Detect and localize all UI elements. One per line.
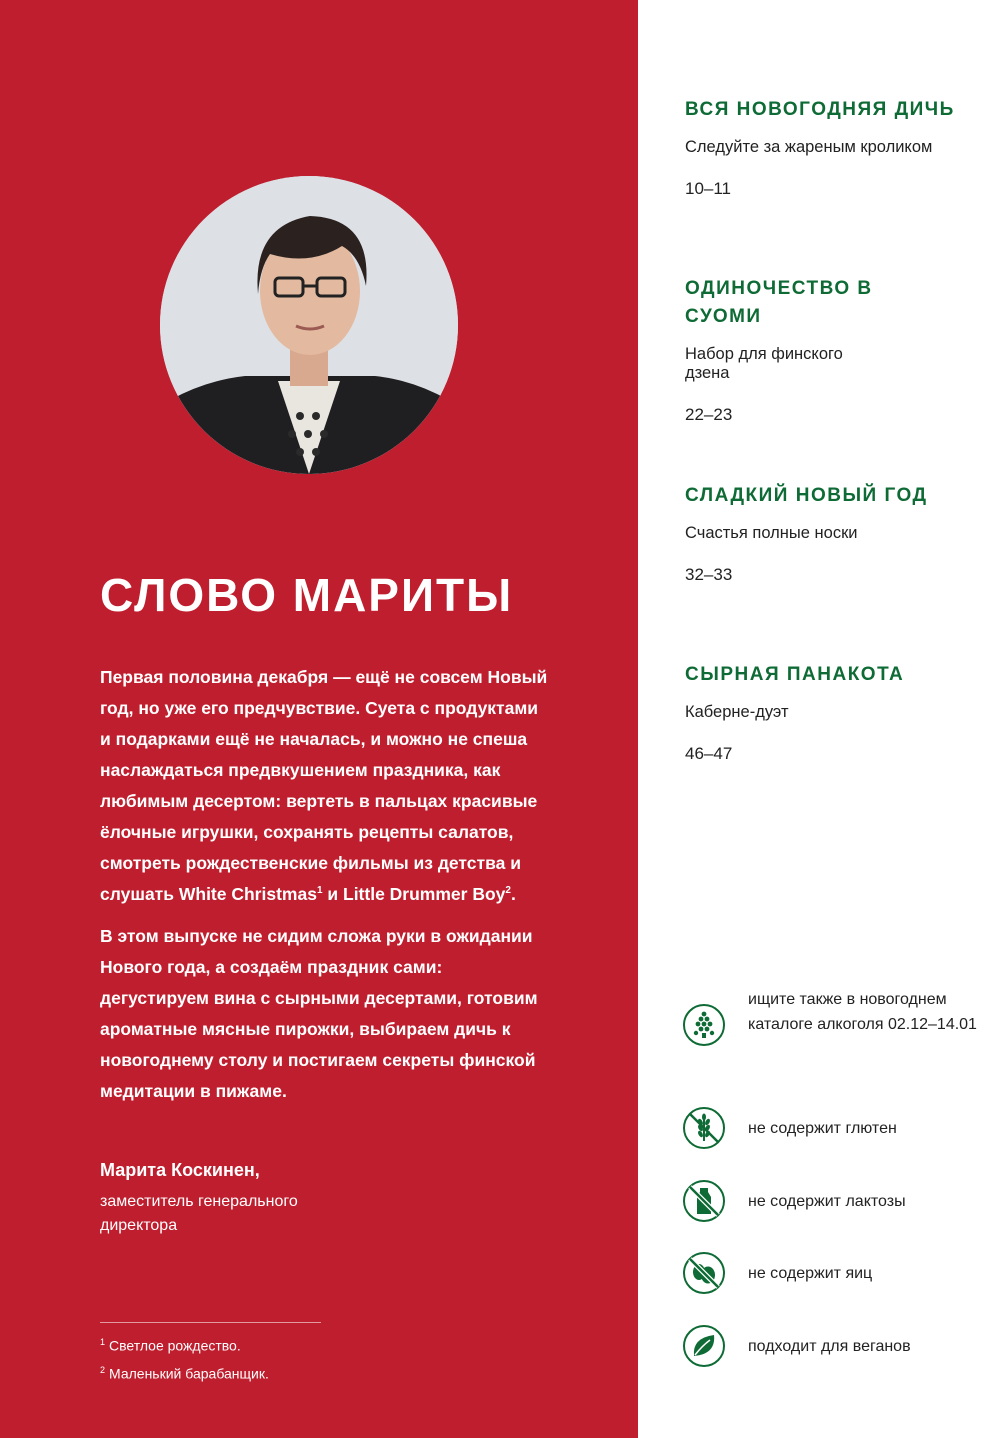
legend-item (682, 1106, 992, 1154)
legend-item (682, 1251, 992, 1299)
footnote-divider (100, 1322, 321, 1323)
christmas-tree-icon (682, 1003, 726, 1047)
page-title: СЛОВО МАРИТЫ (100, 569, 514, 621)
toc-subtitle: Счастья полные носки (685, 524, 858, 542)
author-portrait (160, 176, 458, 474)
no-gluten-icon (682, 1106, 726, 1150)
toc-title: СЫРНАЯ ПАНАКОТА (685, 664, 905, 685)
legend-text: не содержит лактозы (748, 1193, 906, 1210)
toc-title: ВСЯ НОВОГОДНЯЯ ДИЧЬ (685, 99, 955, 120)
legend-item (682, 1179, 992, 1227)
signature-name: Марита Коскинен, (100, 1160, 260, 1180)
legend-text: подходит для веганов (748, 1338, 911, 1355)
toc-entry[interactable] (685, 275, 875, 425)
legend-text: ищите также в новогоднем каталоге алкоголя 02.12–14.01 (748, 991, 977, 1033)
intro-body (100, 662, 552, 1118)
toc-title: СЛАДКИЙ НОВЫЙ ГОД (685, 485, 928, 506)
toc-pages: 10–11 (685, 179, 732, 198)
toc-pages: 46–47 (685, 744, 733, 763)
contents-panel (638, 0, 1000, 1438)
legend-item (682, 1324, 992, 1372)
toc-entry[interactable] (685, 482, 985, 585)
legend-item (682, 991, 992, 1063)
toc-pages: 32–33 (685, 565, 733, 584)
legend-text: не содержит глютен (748, 1120, 897, 1137)
footnote-1: $^1$ Светлое рождество. (100, 1337, 241, 1354)
toc-pages: 22–23 (685, 405, 733, 424)
toc-subtitle: Набор для финского дзена (685, 345, 843, 382)
toc-entry[interactable] (685, 96, 985, 199)
intro-paragraph-2: В этом выпуске не сидим сложа руки в ожидании Нового года, а создаём праздник сами: дегустируем вина с сырными десертами, готовим ароматные мясные пирожки, выбираем дичь к новогоднему столу и постигаем секреты финской медитации в пижаме. (100, 926, 538, 1101)
toc-entry[interactable] (685, 661, 985, 764)
no-eggs-icon (682, 1251, 726, 1295)
footnote-mark: 1 (316, 885, 323, 897)
no-lactose-icon (682, 1179, 726, 1223)
footnote-2: $^2$ Маленький барабанщик. (100, 1365, 269, 1382)
signature-role: заместитель генерального директора (100, 1193, 298, 1234)
toc-subtitle: Следуйте за жареным кроликом (685, 138, 933, 156)
toc-subtitle: Каберне-дуэт (685, 703, 789, 721)
footnote-mark: 2 (505, 885, 511, 897)
toc-title: ОДИНОЧЕСТВО В СУОМИ (685, 278, 873, 327)
intro-paragraph-1: Первая половина декабря — ещё не совсем Новый год, но уже его предчувствие. Суета с продуктами и подарками ещё не началась, и можно не спеша наслаждаться предвкушением праздника, как любимым десертом: вертеть в пальцах красивые ёлочные игрушки, сохранять рецепты салатов, смотреть рождественские фильмы из детства и слушать White Christmas$^1$ и Little Drummer Boy$^2$. (100, 667, 548, 904)
vegan-leaf-icon (682, 1324, 726, 1368)
legend-text: не содержит яиц (748, 1265, 873, 1282)
